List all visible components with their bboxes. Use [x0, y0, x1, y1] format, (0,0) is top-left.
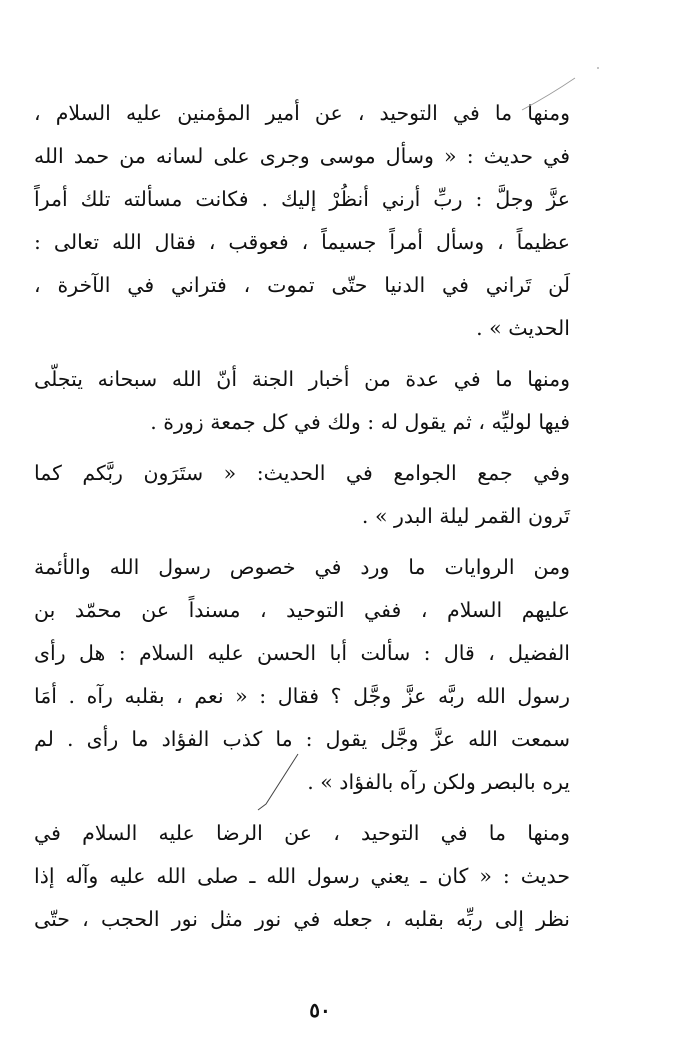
text-line: عليهم السلام ، ففي التوحيد ، مسنداً عن محمّد بن [34, 598, 570, 622]
text-line: في حديث : « وسأل موسى وجرى على لسانه من حمد الله [34, 144, 570, 168]
text-line: عظيماً ، وسأل أمراً جسيماً ، فعوقب ، فقال الله تعالى : [34, 230, 570, 254]
text-line: حديث : « كان ـ يعني رسول الله ـ صلى الله عليه وآله إذا [34, 864, 570, 888]
paragraph-3 [34, 452, 570, 538]
text-line: لَن تَراني في الدنيا حتّى تموت ، فتراني في الآخرة ، [34, 273, 570, 297]
paragraph-5 [34, 812, 570, 941]
text-line: فيها لوليِّه ، ثم يقول له : ولك في كل جمعة زورة . [150, 410, 570, 434]
paragraph-1 [34, 92, 570, 350]
text-line: عزَّ وجلَّ : ربِّ أرني أنظُرْ إليك . فكانت مسألته تلك أمراً [34, 187, 570, 211]
text-line: ومنها ما في التوحيد ، عن أمير المؤمنين عليه السلام ، [34, 101, 570, 125]
text-line: الحديث » . [476, 316, 570, 340]
text-line: ومنها ما في التوحيد ، عن الرضا عليه السلام في [34, 821, 570, 845]
page-number: ٥٠ [309, 998, 331, 1022]
text-line: ومن الروايات ما ورد في خصوص رسول الله والأئمة [34, 555, 570, 579]
text-line: وفي جمع الجوامع في الحديث: « ستَرَون ربَّكم كما [34, 461, 570, 485]
text-line: ومنها ما في عدة من أخبار الجنة أنّ الله سبحانه يتجلّى [34, 367, 570, 391]
text-line: تَرون القمر ليلة البدر » . [361, 504, 570, 528]
paragraph-4 [34, 546, 570, 804]
text-line: نظر إلى ربِّه بقلبه ، جعله في نور مثل نور الحجب ، حتّى [34, 907, 570, 931]
text-line: الفضيل ، قال : سألت أبا الحسن عليه السلام : هل رأى [34, 641, 570, 665]
paragraph-2 [34, 358, 570, 444]
text-line: رسول الله ربَّه عزَّ وجَّل ؟ فقال : « نعم ، بقلبه رآه . أمَا [34, 684, 570, 708]
text-line: يره بالبصر ولكن رآه بالفؤاد » . [307, 770, 570, 794]
text-line: سمعت الله عزَّ وجَّل يقول : ما كذب الفؤاد ما رأى . لم [34, 727, 570, 751]
page-body [34, 92, 570, 949]
